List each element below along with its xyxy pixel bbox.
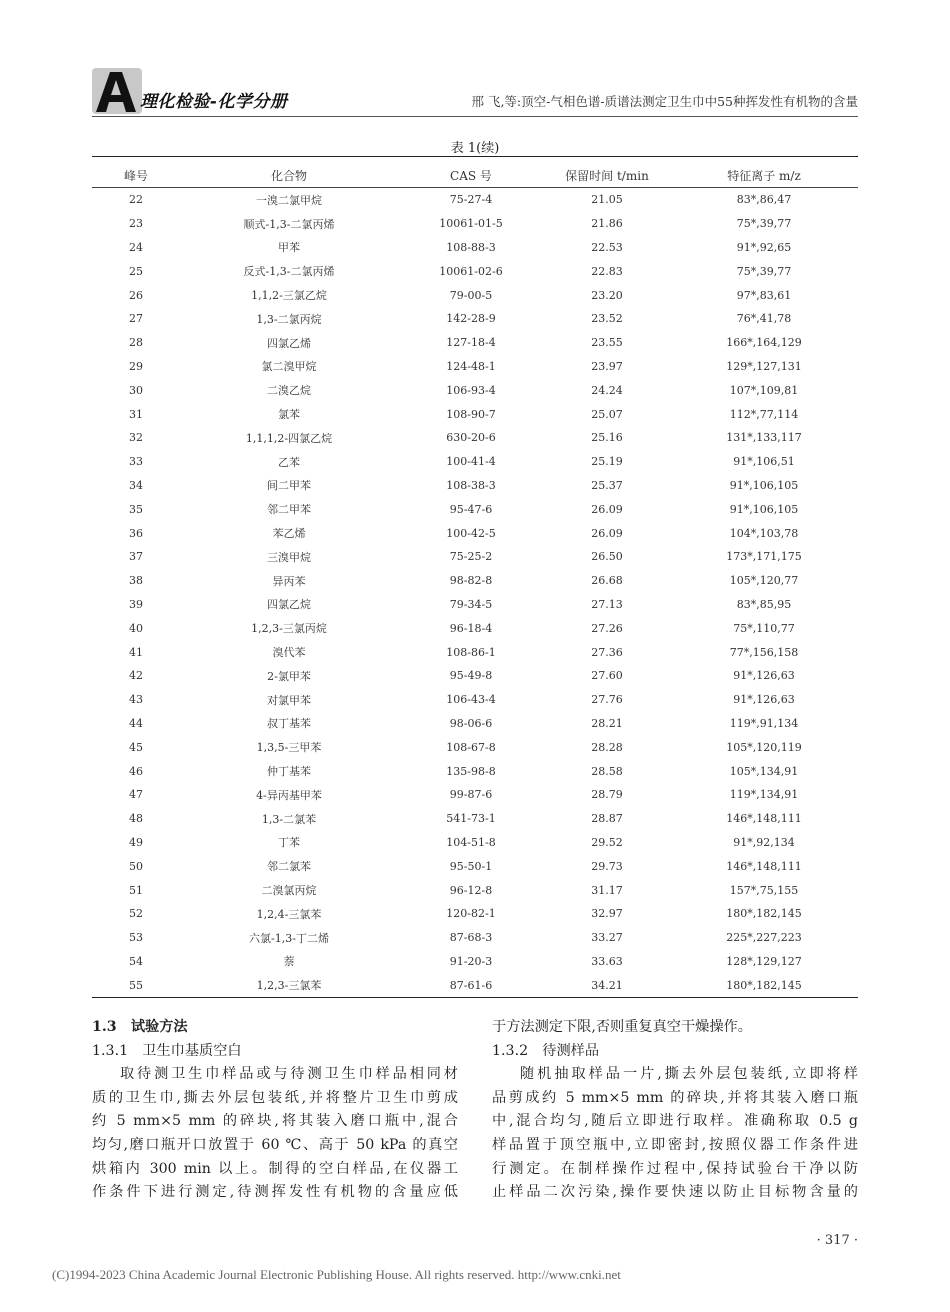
table-row: [92, 569, 858, 593]
cas-number: 87-68-3: [449, 931, 493, 945]
compound-name: 邻二氯苯: [267, 860, 311, 874]
table-row: [92, 807, 858, 831]
cas-number: 75-27-4: [449, 193, 493, 207]
characteristic-ions: 91*,92,134: [733, 835, 795, 849]
peak-number: 34: [129, 478, 143, 492]
retention-time: 27.36: [591, 645, 623, 659]
table-row: [92, 402, 858, 426]
compound-name: 三溴甲烷: [267, 550, 311, 564]
retention-time: 25.19: [591, 455, 623, 469]
peak-number: 41: [129, 645, 143, 659]
table-body: [92, 188, 858, 997]
cas-number: 96-12-8: [449, 883, 493, 897]
compound-name: 甲苯: [278, 241, 300, 255]
column-header-ions: 特征离子 m/z: [727, 169, 801, 183]
cas-number: 10061-01-5: [439, 217, 503, 231]
table-row: [92, 688, 858, 712]
compound-name: 苯乙烯: [272, 527, 306, 541]
table-row: [92, 735, 858, 759]
table-row: [92, 188, 858, 212]
column-header-compound: 化合物: [270, 169, 307, 183]
retention-time: 22.83: [591, 264, 623, 278]
characteristic-ions: 76*,41,78: [736, 312, 792, 326]
cas-number: 124-48-1: [446, 359, 496, 373]
compound-name: 溴代苯: [272, 646, 306, 660]
journal-title: 理化检验-化学分册: [140, 92, 288, 112]
page-number: · 317 ·: [816, 1233, 858, 1248]
compound-name: 二溴氯丙烷: [261, 884, 317, 897]
peak-number: 25: [129, 264, 143, 278]
compound-name: 一溴二氯甲烷: [256, 193, 322, 207]
header-rule: [92, 116, 858, 117]
table-row: [92, 973, 858, 997]
peak-number: 53: [129, 931, 143, 945]
cas-number: 108-86-1: [446, 645, 496, 659]
compound-name: 四氯乙烯: [267, 336, 311, 350]
retention-time: 21.86: [591, 217, 623, 231]
retention-time: 29.52: [591, 835, 623, 849]
compound-name: 对氯甲苯: [267, 693, 311, 707]
compound-name: 丁苯: [278, 836, 300, 850]
peak-number: 49: [129, 835, 143, 849]
paragraph-line: 作条件下进行测定,待测挥发性有机物的含量应低: [92, 1184, 458, 1201]
characteristic-ions: 97*,83,61: [736, 288, 792, 302]
retention-time: 33.63: [591, 954, 623, 968]
cas-number: 87-61-6: [449, 978, 493, 992]
retention-time: 28.58: [591, 764, 623, 778]
table-row: [92, 426, 858, 450]
cas-number: 104-51-8: [446, 835, 496, 849]
paragraph-line: 中,混合均匀,随后立即进行取样。准确称取 0.5 g: [492, 1113, 858, 1130]
characteristic-ions: 146*,148,111: [726, 859, 802, 873]
logo-letter: A: [131, 105, 136, 112]
compound-name: 氯苯: [278, 408, 300, 422]
peak-number: 44: [129, 716, 143, 730]
table-row: [92, 331, 858, 355]
characteristic-ions: 91*,106,51: [733, 455, 795, 469]
copyright-line: (C)1994-2023 China Academic Journal Electronic Publishing House. All rights reserved. http://www.cnki.net: [52, 1267, 621, 1282]
compound-name: 二溴乙烷: [267, 384, 311, 398]
paragraph-line: 行测定。在制样操作过程中,保持试验台干净以防: [492, 1160, 858, 1177]
paragraph-line: 约 5 mm×5 mm 的碎块,将其装入磨口瓶中,混合: [92, 1113, 458, 1130]
compound-name: 四氯乙烷: [267, 598, 311, 612]
cas-number: 79-34-5: [449, 597, 493, 611]
table-row: [92, 902, 858, 926]
characteristic-ions: 119*,91,134: [729, 716, 799, 730]
compound-name: 顺式-1,3-二氯丙烯: [243, 217, 335, 231]
table-row: [92, 712, 858, 736]
compound-name: 1,2,3-三氯苯: [256, 979, 322, 993]
compound-name: 萘: [283, 955, 295, 969]
characteristic-ions: 129*,127,131: [726, 359, 802, 373]
retention-time: 26.50: [591, 550, 623, 564]
characteristic-ions: 75*,39,77: [736, 217, 792, 231]
characteristic-ions: 107*,109,81: [729, 383, 799, 397]
cas-number: 630-20-6: [446, 431, 496, 445]
paragraph-line: 质的卫生巾,撕去外层包装纸,并将整片卫生巾剪成: [92, 1089, 458, 1106]
paragraph-line: 于方法测定下限,否则重复真空干燥操作。: [492, 1019, 752, 1035]
peak-number: 29: [129, 359, 143, 373]
cas-number: 98-82-8: [449, 574, 493, 588]
characteristic-ions: 91*,106,105: [729, 502, 799, 516]
peak-number: 36: [129, 526, 143, 540]
cas-number: 120-82-1: [446, 907, 496, 921]
compound-name: 2-氯甲苯: [267, 669, 311, 683]
retention-time: 28.87: [591, 812, 623, 826]
running-head: 邢 飞,等:顶空-气相色谱-质谱法测定卫生巾中55种挥发性有机物的含量: [471, 94, 858, 109]
cas-number: 91-20-3: [449, 954, 493, 968]
peak-number: 39: [129, 597, 143, 611]
table-row: [92, 378, 858, 402]
table-row: [92, 593, 858, 617]
peak-number: 35: [129, 502, 143, 516]
compound-name: 间二甲苯: [267, 479, 311, 493]
table-row: [92, 259, 858, 283]
peak-number: 32: [129, 431, 143, 445]
retention-time: 34.21: [591, 978, 623, 992]
table-row: [92, 664, 858, 688]
compound-name: 1,1,2-三氯乙烷: [251, 289, 327, 303]
retention-time: 28.79: [591, 788, 623, 802]
compound-name: 反式-1,3-二氯丙烯: [243, 265, 335, 279]
compound-table: [92, 163, 858, 997]
characteristic-ions: 75*,39,77: [736, 264, 792, 278]
retention-time: 25.07: [591, 407, 623, 421]
table-row: [92, 854, 858, 878]
characteristic-ions: 146*,148,111: [726, 812, 802, 826]
peak-number: 26: [129, 288, 143, 302]
characteristic-ions: 180*,182,145: [726, 907, 802, 921]
cas-number: 98-06-6: [449, 716, 493, 730]
table-row: [92, 926, 858, 950]
peak-number: 50: [129, 859, 143, 873]
peak-number: 42: [129, 669, 143, 683]
retention-time: 26.09: [591, 526, 623, 540]
peak-number: 55: [129, 978, 143, 992]
table-row: [92, 283, 858, 307]
peak-number: 22: [129, 193, 143, 207]
paragraph-line: 随机抽取样品一片,撕去外层包装纸,立即将样: [520, 1066, 858, 1083]
retention-time: 26.09: [591, 502, 623, 516]
cas-number: 10061-02-6: [439, 264, 503, 278]
section-heading-1-3: 1.3 试验方法: [92, 1019, 188, 1035]
peak-number: 33: [129, 455, 143, 469]
cas-number: 95-47-6: [449, 502, 493, 516]
characteristic-ions: 91*,106,105: [729, 478, 799, 492]
characteristic-ions: 105*,120,77: [729, 574, 799, 588]
column-header-cas: CAS 号: [450, 169, 492, 183]
table-row: [92, 474, 858, 498]
retention-time: 26.68: [591, 574, 623, 588]
table-row: [92, 950, 858, 974]
compound-name: 4-异丙基甲苯: [256, 788, 322, 802]
retention-time: 21.05: [591, 193, 623, 207]
cas-number: 79-00-5: [449, 288, 493, 302]
right-text-column: [492, 1016, 858, 1205]
compound-name: 六氯-1,3-丁二烯: [249, 931, 329, 945]
retention-time: 27.13: [591, 597, 623, 611]
compound-name: 1,1,1,2-四氯乙烷: [245, 431, 333, 445]
retention-time: 27.26: [591, 621, 623, 635]
retention-time: 31.17: [591, 883, 623, 897]
retention-time: 25.37: [591, 478, 623, 492]
cas-number: 108-67-8: [446, 740, 496, 754]
compound-name: 仲丁基苯: [267, 765, 311, 779]
journal-logo-icon: [92, 68, 142, 114]
cas-number: 100-41-4: [446, 455, 496, 469]
subsection-heading-1-3-1: 1.3.1 卫生巾基质空白: [92, 1042, 242, 1059]
retention-time: 24.24: [591, 383, 623, 397]
table-row: [92, 236, 858, 260]
paragraph-line: 取待测卫生巾样品或与待测卫生巾样品相同材: [120, 1066, 458, 1083]
cas-number: 142-28-9: [446, 312, 496, 326]
paragraph-line: 样品置于顶空瓶中,立即密封,按照仪器工作条件进: [492, 1136, 858, 1153]
table-row: [92, 831, 858, 855]
column-header-retention: 保留时间 t/min: [565, 169, 649, 183]
table-row: [92, 212, 858, 236]
characteristic-ions: 83*,85,95: [736, 597, 792, 611]
table-row: [92, 545, 858, 569]
retention-time: 32.97: [591, 907, 623, 921]
characteristic-ions: 105*,120,119: [726, 740, 802, 754]
peak-number: 52: [129, 907, 143, 921]
compound-name: 叔丁基苯: [267, 717, 311, 731]
left-text-column: [92, 1016, 458, 1205]
retention-time: 23.97: [591, 359, 623, 373]
table-row: [92, 355, 858, 379]
characteristic-ions: 225*,227,223: [726, 931, 802, 945]
cas-number: 108-90-7: [446, 407, 496, 421]
table-header-row: [92, 163, 858, 188]
compound-name: 1,2,4-三氯苯: [256, 907, 322, 921]
compound-name: 邻二甲苯: [267, 503, 311, 517]
peak-number: 27: [129, 312, 143, 326]
cas-number: 135-98-8: [446, 764, 496, 778]
peak-number: 31: [129, 407, 143, 421]
cas-number: 541-73-1: [446, 812, 496, 826]
peak-number: 43: [129, 693, 143, 707]
retention-time: 28.28: [591, 740, 623, 754]
cas-number: 95-49-8: [449, 669, 493, 683]
characteristic-ions: 119*,134,91: [729, 788, 799, 802]
cas-number: 106-93-4: [446, 383, 496, 397]
paragraph-line: 烘箱内 300 min 以上。制得的空白样品,在仪器工: [92, 1160, 458, 1177]
table-row: [92, 759, 858, 783]
cas-number: 108-88-3: [446, 240, 496, 254]
compound-name: 氯二溴甲烷: [261, 360, 317, 374]
peak-number: 47: [129, 788, 143, 802]
cas-number: 127-18-4: [446, 336, 496, 350]
cas-number: 95-50-1: [449, 859, 493, 873]
compound-name: 1,3-二氯苯: [261, 812, 317, 826]
peak-number: 48: [129, 812, 143, 826]
table-bottom-rule: [92, 997, 858, 998]
characteristic-ions: 166*,164,129: [726, 336, 802, 350]
peak-number: 30: [129, 383, 143, 397]
characteristic-ions: 180*,182,145: [726, 978, 802, 992]
peak-number: 45: [129, 740, 143, 754]
table-row: [92, 616, 858, 640]
characteristic-ions: 77*,156,158: [729, 645, 799, 659]
retention-time: 22.53: [591, 240, 623, 254]
cas-number: 75-25-2: [449, 550, 493, 564]
paragraph-line: 止样品二次污染,操作要快速以防止目标物含量的: [492, 1184, 858, 1201]
characteristic-ions: 112*,77,114: [729, 407, 799, 421]
cas-number: 106-43-4: [446, 693, 496, 707]
characteristic-ions: 128*,129,127: [726, 954, 802, 968]
retention-time: 27.60: [591, 669, 623, 683]
table-caption: 表 1(续): [450, 141, 500, 156]
peak-number: 46: [129, 764, 143, 778]
characteristic-ions: 173*,171,175: [726, 550, 802, 564]
retention-time: 23.20: [591, 288, 623, 302]
peak-number: 23: [129, 217, 143, 231]
table-row: [92, 307, 858, 331]
retention-time: 29.73: [591, 859, 623, 873]
retention-time: 33.27: [591, 931, 623, 945]
retention-time: 25.16: [591, 431, 623, 445]
characteristic-ions: 91*,92,65: [736, 240, 792, 254]
paragraph-line: 品剪成约 5 mm×5 mm 的碎块,并将其装入磨口瓶: [492, 1089, 858, 1106]
characteristic-ions: 91*,126,63: [733, 693, 795, 707]
compound-name: 1,3-二氯丙烷: [256, 312, 322, 326]
peak-number: 38: [129, 574, 143, 588]
table-row: [92, 640, 858, 664]
retention-time: 23.52: [591, 312, 623, 326]
cas-number: 99-87-6: [449, 788, 493, 802]
peak-number: 40: [129, 621, 143, 635]
table-row: [92, 521, 858, 545]
peak-number: 54: [129, 954, 143, 968]
characteristic-ions: 157*,75,155: [729, 883, 799, 897]
cas-number: 96-18-4: [449, 621, 493, 635]
peak-number: 37: [129, 550, 143, 564]
table-row: [92, 783, 858, 807]
characteristic-ions: 91*,126,63: [733, 669, 795, 683]
subsection-heading-1-3-2: 1.3.2 待测样品: [492, 1042, 600, 1059]
column-header-peak: 峰号: [123, 169, 148, 183]
characteristic-ions: 131*,133,117: [726, 431, 802, 445]
retention-time: 28.21: [591, 716, 623, 730]
compound-name: 1,2,3-三氯丙烷: [251, 622, 327, 636]
table-top-rule: [92, 156, 858, 157]
compound-name: 异丙苯: [272, 574, 306, 588]
cas-number: 108-38-3: [446, 478, 496, 492]
characteristic-ions: 104*,103,78: [729, 526, 799, 540]
table-row: [92, 497, 858, 521]
compound-name: 乙苯: [278, 455, 300, 469]
peak-number: 28: [129, 336, 143, 350]
cas-number: 100-42-5: [446, 526, 496, 540]
characteristic-ions: 75*,110,77: [733, 621, 795, 635]
table-row: [92, 878, 858, 902]
peak-number: 51: [129, 883, 143, 897]
peak-number: 24: [129, 240, 143, 254]
paragraph-line: 均匀,磨口瓶开口放置于 60 ℃、高于 50 kPa 的真空: [92, 1136, 458, 1153]
compound-name: 1,3,5-三甲苯: [256, 741, 322, 755]
characteristic-ions: 83*,86,47: [736, 193, 792, 207]
retention-time: 23.55: [591, 336, 623, 350]
retention-time: 27.76: [591, 693, 623, 707]
characteristic-ions: 105*,134,91: [729, 764, 799, 778]
table-row: [92, 450, 858, 474]
